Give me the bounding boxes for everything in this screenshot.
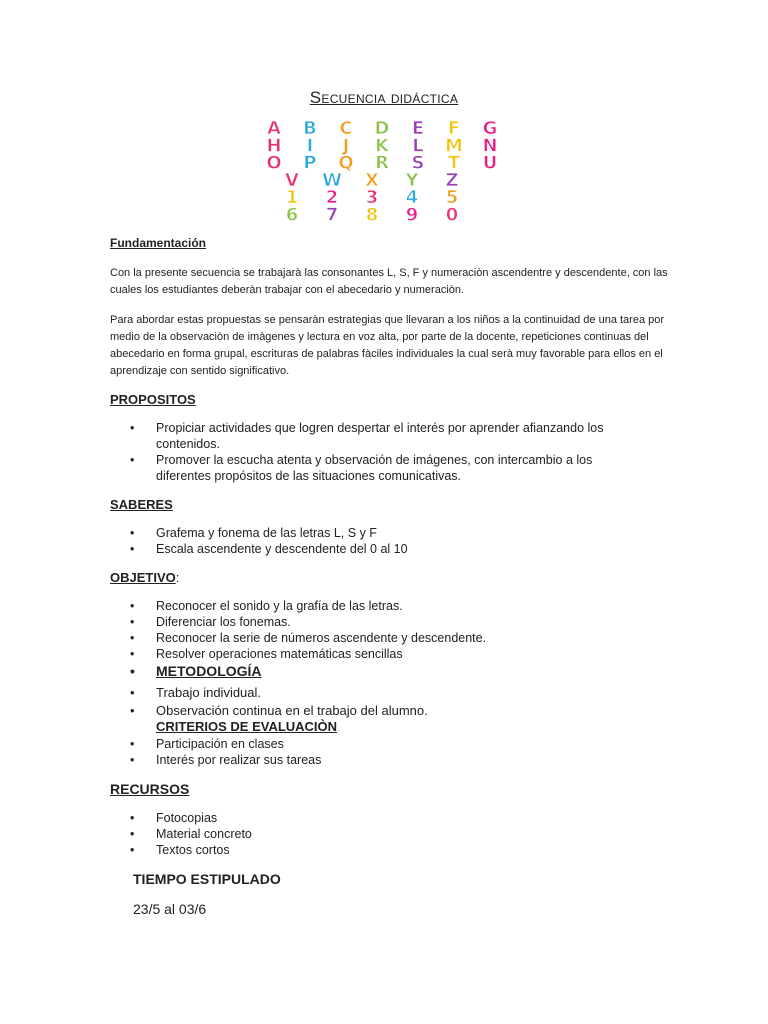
propositos-heading: PROPOSITOS — [110, 392, 196, 407]
metodologia-list — [130, 684, 630, 720]
metodologia-heading-list — [130, 663, 630, 679]
tiempo-value: 23/5 al 03/6 — [133, 901, 207, 917]
alphabet-glyph: P — [303, 152, 317, 174]
document-title: Secuencia didáctica — [309, 88, 459, 107]
alphabet-glyph: D — [374, 120, 390, 139]
alphabet-glyph: M — [445, 135, 463, 157]
list-item: • Propiciar actividades que logren despertar el interés por aprender afianzando los contenidos. — [130, 420, 630, 452]
alphabet-glyph: 7 — [325, 204, 339, 224]
list-item: • Material concreto — [130, 826, 630, 842]
alphabet-glyph: 3 — [365, 187, 379, 209]
list-item: • Diferenciar los fonemas. — [130, 614, 630, 630]
list-item: • Escala ascendente y descendente del 0 al 10 — [130, 541, 630, 557]
alphabet-glyph: S — [411, 152, 425, 174]
alphabet-glyph: O — [266, 152, 282, 174]
list-item: • Trabajo individual. — [130, 684, 630, 702]
alphabet-glyph: 4 — [405, 187, 419, 209]
alphabet-glyph: U — [482, 152, 498, 174]
fundamentacion-paragraph-2: Para abordar estas propuestas se pensaràn estrategias que llevaran a los niños a la continuidad de una tarea por medio de la observaciòn de imàgenes y lectura en voz alta, por parte de la docente, repeticiones continuas del abecedario en forma grupal, escrituras de palabras fàciles individuales la cual serà muy favorable para ellos en el aprendizaje con sentido significativo. — [110, 314, 665, 377]
alphabet-glyph: G — [482, 120, 498, 139]
alphabet-glyph: I — [306, 135, 314, 157]
alphabet-glyph: K — [375, 135, 389, 157]
alphabet-glyph: W — [322, 169, 342, 191]
criterios-list — [130, 736, 630, 768]
alphabet-image — [258, 120, 510, 224]
recursos-heading: RECURSOS — [110, 781, 190, 797]
alphabet-glyph: X — [365, 169, 379, 191]
saberes-heading: SABERES — [110, 497, 173, 512]
alphabet-glyph: Z — [445, 169, 459, 191]
alphabet-glyph: 8 — [365, 204, 379, 224]
list-item: • Reconocer la serie de números ascendente y descendente. — [130, 630, 630, 646]
alphabet-glyph: N — [482, 135, 498, 157]
alphabet-glyph: J — [342, 135, 350, 157]
alphabet-glyph: 5 — [445, 187, 459, 209]
list-item: • Interés por realizar sus tareas — [130, 752, 630, 768]
list-item: • Textos cortos — [130, 842, 630, 858]
alphabet-letters-graphic — [258, 120, 510, 224]
metodologia-heading: • METODOLOGÍA — [130, 663, 630, 679]
alphabet-glyph: V — [285, 169, 299, 191]
objetivo-heading: OBJETIVO — [110, 570, 176, 585]
objetivo-list — [130, 598, 630, 662]
alphabet-glyph: H — [266, 135, 282, 157]
alphabet-glyph: F — [447, 120, 461, 139]
alphabet-glyph: L — [412, 135, 424, 157]
list-item: • Promover la escucha atenta y observación de imágenes, con intercambio a los diferentes propósitos de las situaciones comunicativas. — [130, 452, 630, 484]
alphabet-glyph: Y — [405, 169, 419, 191]
fundamentacion-heading: Fundamentación — [110, 236, 207, 250]
criterios-heading: CRITERIOS DE EVALUACIÒN — [156, 719, 338, 734]
alphabet-glyph: C — [339, 120, 353, 139]
list-item: • Resolver operaciones matemáticas sencillas — [130, 646, 630, 662]
list-item: • Fotocopias — [130, 810, 630, 826]
alphabet-glyph: B — [303, 120, 317, 139]
alphabet-glyph: 2 — [325, 187, 339, 209]
fundamentacion-paragraph-1: Con la presente secuencia se trabajarà las consonantes L, S, F y numeraciòn ascendentre y descendente, con las cuales los estudiantes deberàn trabajar con el abecedario y numeraciòn. — [110, 267, 668, 296]
alphabet-glyph: R — [375, 152, 389, 174]
alphabet-glyph: T — [447, 152, 461, 174]
recursos-list — [130, 810, 630, 858]
list-item: • Reconocer el sonido y la grafía de las letras. — [130, 598, 630, 614]
list-item: • Observación continua en el trabajo del alumno. — [130, 702, 630, 720]
alphabet-glyph: 6 — [285, 204, 299, 224]
alphabet-glyph: 0 — [445, 204, 459, 224]
propositos-list — [130, 420, 630, 484]
alphabet-glyph: E — [411, 120, 425, 139]
alphabet-glyph: A — [267, 120, 281, 139]
list-item: • Grafema y fonema de las letras L, S y F — [130, 525, 630, 541]
alphabet-glyph: Q — [338, 152, 354, 174]
saberes-list — [130, 525, 630, 557]
objetivo-heading-wrap — [110, 570, 179, 585]
objetivo-colon: : — [175, 570, 180, 585]
alphabet-glyph: 1 — [285, 187, 299, 209]
tiempo-heading: TIEMPO ESTIPULADO — [133, 871, 281, 887]
alphabet-glyph: 9 — [405, 204, 419, 224]
list-item: • Participación en clases — [130, 736, 630, 752]
